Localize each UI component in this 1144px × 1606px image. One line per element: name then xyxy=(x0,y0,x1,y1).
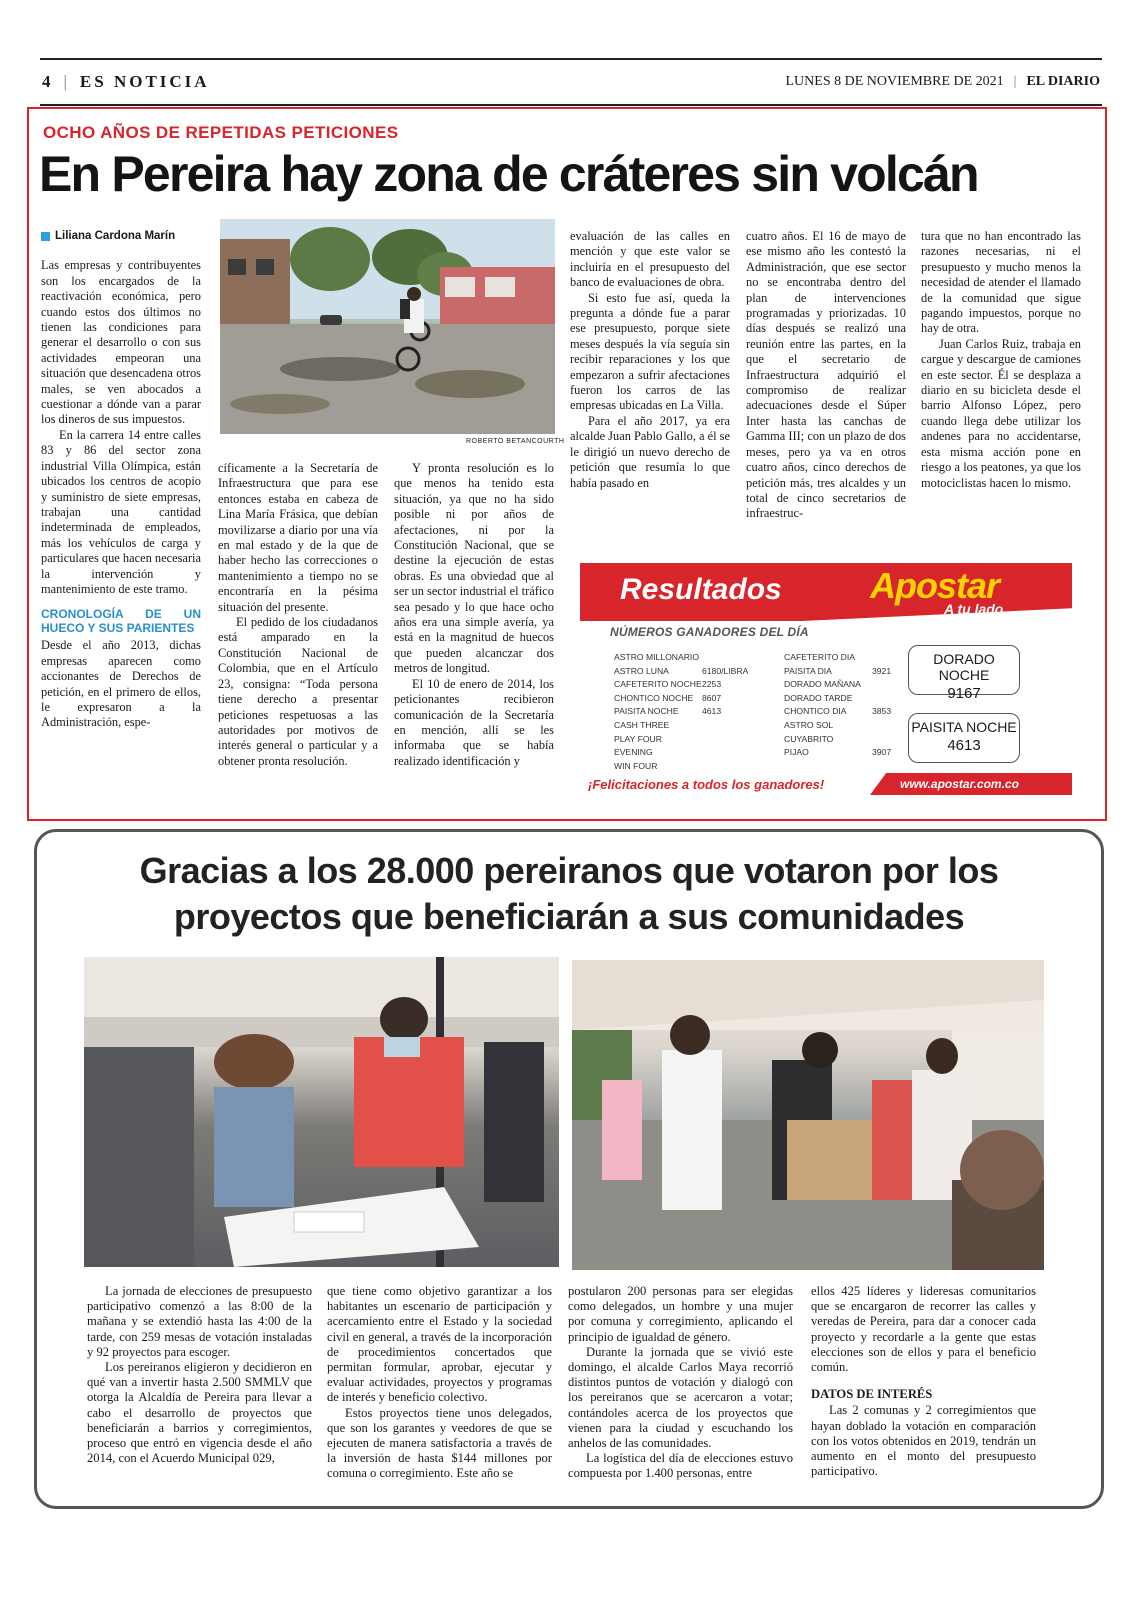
paragraph: Si esto fue así, queda la pregunta a dónde fue a parar ese presupuesto, porque siete meses después la vía seguía sin recibir reparaciones y los que empezaron a sufrir afectaciones fueron los carros de las empresas ubicadas en La Villa. xyxy=(570,290,730,413)
paragraph: Juan Carlos Ruiz, trabaja en cargue y descargue de camiones en este sector. Él se desplaza a diario en su bicicleta desde el barrio Alfonso López, pero cuando llega debe utilizar los andenes para no accidentarse, esta misma acción pone en riesgo a los peatones, ya que los motociclistas hacen lo mismo. xyxy=(921,336,1081,490)
ad-tagline: A tu lado xyxy=(944,601,1004,617)
election-column-1 xyxy=(87,1284,312,1466)
result-row: CHONTICO DIA 3853 xyxy=(784,706,892,717)
result-row: PLAY FOUR xyxy=(614,733,662,744)
paragraph: El 10 de enero de 2014, los peticionantes recibieron comunicación de la Secretaría en mención, allí se les informaba que se había realizado identificación y xyxy=(394,676,554,768)
election-column-3 xyxy=(568,1284,793,1482)
election-headline-line: Gracias a los 28.000 pereiranos que votaron por los xyxy=(139,850,999,891)
article-column-6 xyxy=(921,229,1081,491)
election-headline-line: proyectos que beneficiarán a sus comunidades xyxy=(173,896,965,937)
section-label: 4 | ES NOTICIA xyxy=(42,72,210,91)
result-row: EVENING xyxy=(614,747,653,758)
paragraph: evaluación de las calles en mención y que este valor se incluiría en el presupuesto del banco de evaluaciones de obra. xyxy=(570,229,730,290)
result-row: CAFETERITO DIA xyxy=(784,652,855,662)
result-row: WIN FOUR xyxy=(614,760,658,771)
page-number: 4 xyxy=(42,72,54,91)
result-row: CUYABRITO xyxy=(784,733,834,744)
paragraph: Estos proyectos tiene unos delegados, que son los garantes y veedores de que se ejecuten de manera satisfactoria a través de la inversión de hasta $144 millones por comuna o corregimiento. Este año se xyxy=(327,1405,552,1481)
paragraph: tura que no han encontrado las razones necesarias, ni el presupuesto y mucho menos la necesidad de atender el llamado de la comunidad que sigue pagando impuestos, porque no hay de otra. xyxy=(921,229,1081,336)
result-row: ASTRO LUNA 6180/LIBRA xyxy=(614,665,749,676)
datos-heading: DATOS DE INTERÉS xyxy=(811,1387,933,1402)
election-headline xyxy=(37,848,1101,940)
result-row: PAISITA NOCHE 4613 xyxy=(614,706,722,717)
result-row: CASH THREE xyxy=(614,719,670,730)
featured-result-title: DORADO NOCHE xyxy=(933,651,995,683)
publication-name: EL DIARIO xyxy=(1026,74,1100,89)
paragraph: Y pronta resolución es lo que menos ha tenido esta situación, ya que no ha sido posible ni por años de afectaciones, ni por la Constitución Nacional, que se destine la ejecución de estas obras. Es una obviedad que al ser un sector industrial el tráfico sea pesado y lo que hace ocho años era una simple avería, ya está en la magnitud de huecos que pueden alcanczar dos metros de longitud. xyxy=(394,461,554,676)
paragraph: Las empresas y contribuyentes son los encargados de la reactivación económica, pero cuando estos dos últimos no tienen las condiciones para generar el desarrollo o con sus actividades empeoran una situación que desencadena otros males, se ven abocados a cuestionar a dónde van a parar los dineros de sus impuestos. xyxy=(41,258,201,427)
street-photo-illustration xyxy=(220,219,555,434)
date-and-publication: LUNES 8 DE NOVIEMBRE DE 2021 | EL DIARIO xyxy=(785,74,1100,89)
paragraph: Durante la jornada que se vivió este domingo, el alcalde Carlos Maya recorrió distintos puntos de votación y dialogó con los pereiranos que se acercaron a votar; contándoles acerca de los proyectos que vienen para la ciudad y escuchando los anhelos de las comunidades. xyxy=(568,1344,793,1451)
paragraph: postularon 200 personas para ser elegidas como delegados, un hombre y una mujer por comuna y corregimiento, aplicando el principio de igualdad de género. xyxy=(568,1284,793,1344)
election-column-4 xyxy=(811,1284,1036,1479)
article-headline: En Pereira hay zona de cráteres sin volcán xyxy=(39,146,978,202)
ad-congrats: ¡Felicitaciones a todos los ganadores! xyxy=(588,777,825,792)
result-row: PAISITA DIA 3921 xyxy=(784,665,892,676)
paragraph: El pedido de los ciudadanos está amparado en la Constitución Nacional de Colombia, que en el Artículo 23, consigna: “Toda persona tiene derecho a presentar peticiones respetuosas a las autoridades por motivos de interés general o particular y a obtener pronta resolución. xyxy=(218,615,378,768)
featured-result-title: PAISITA NOCHE xyxy=(911,719,1017,735)
featured-result-value: 4613 xyxy=(947,737,981,754)
article-column-4 xyxy=(570,229,730,491)
election-column-2 xyxy=(327,1284,552,1482)
paragraph: Para el año 2017, ya era alcalde Juan Pablo Gallo, a él se le dirigió un nuevo derecho de petición que resumía lo que había pasado en xyxy=(570,413,730,490)
paragraph: Las 2 comunas y 2 corregimientos que hayan doblado la votación en comparación con los votos obtenidos en 2019, tendrán un aumento en el monto del presupuesto participativo. xyxy=(811,1403,1036,1479)
result-row: DORADO MAÑANA xyxy=(784,679,861,690)
voting-photo-2-illustration xyxy=(572,960,1044,1270)
paragraph: que tiene como objetivo garantizar a los habitantes un escenario de participación y acercamiento entre el Estado y la sociedad civil en general, a través de la incorporación de procedimientos concertados que permitan formular, aprobar, ejecutar y evaluar actividades, proyectos y programas de interés y beneficio colectivo. xyxy=(327,1284,552,1405)
ad-footer xyxy=(580,769,1072,797)
paragraph: Los pereiranos eligieron y decidieron en qué van a invertir hasta 2.500 SMMLV que otorga la Alcaldía de Pereira para llevar a cabo el desarrollo de proyectos que beneficiarán a barrios y corregimientos, proceso que entró en vigencia desde el año 2014, con el Acuerdo Municipal 029, xyxy=(87,1360,312,1466)
article-column-3 xyxy=(394,461,554,769)
article-subhead: CRONOLOGÍA DE UN HUECO Y SUS PARIENTES xyxy=(41,607,201,636)
featured-result-value: 9167 xyxy=(947,685,981,702)
voting-photo-2 xyxy=(572,960,1044,1270)
byline-marker-icon xyxy=(41,232,50,241)
result-row: CAFETERITO NOCHE 2253 xyxy=(614,679,722,690)
article-frame xyxy=(27,107,1107,821)
election-feature-box xyxy=(34,829,1104,1509)
apostar-results-ad xyxy=(580,563,1072,797)
result-row: PIJAO 3907 xyxy=(784,747,892,758)
featured-result-box xyxy=(908,645,1020,702)
article-column-2 xyxy=(218,461,378,769)
ad-brand-logo: Apostar xyxy=(870,565,1000,606)
paragraph: cíficamente a la Secretaría de Infraestructura que para ese entonces estaba en cabeza de Lina María Frásica, que debían movilizarse a diario por una vía en mal estado y de la que de haber hecho las correcciones o mantenimiento a tiempo no se encontraría en la pésima situación del presente. xyxy=(218,461,378,614)
running-header xyxy=(40,58,1102,106)
paragraph: La jornada de elecciones de presupuesto participativo comenzó a las 8:00 de la mañana y se extendió hasta las 4:00 de la tarde, con 259 mesas de votación instaladas y 92 proyectos para escoger. xyxy=(87,1284,312,1359)
results-list-right xyxy=(784,651,908,760)
voting-photo-1-illustration xyxy=(84,957,559,1267)
paragraph: La logística del día de elecciones estuvo compuesta por 1.400 personas, entre xyxy=(568,1451,793,1481)
byline xyxy=(41,229,201,244)
featured-result-box xyxy=(908,713,1020,763)
ad-website: www.apostar.com.co xyxy=(900,777,1019,791)
article-column-1 xyxy=(41,229,201,731)
voting-photo-1 xyxy=(84,957,559,1267)
result-row: ASTRO SOL xyxy=(784,719,834,730)
ad-title: Resultados xyxy=(620,573,782,606)
result-row: CHONTICO NOCHE 8607 xyxy=(614,692,722,703)
issue-date: LUNES 8 DE NOVIEMBRE DE 2021 xyxy=(785,74,1004,89)
byline-author: Liliana Cardona Marín xyxy=(55,230,176,242)
results-list-left xyxy=(614,651,749,773)
paragraph: cuatro años. El 16 de mayo de ese mismo año les contestó la Administración, que ese sector no se encontraba dentro del plan de intervenciones programadas y priorizadas. 10 días después se realizó una reunión entre las partes, en la que el secretario de Infraestructura adquirió el compromiso de realizar adecuaciones desde el Súper Inter hasta las canchas de Gamma III; con un plazo de dos meses, pero ya va en otros cuatro años, cinco derechos de petición más, tres alcaldes y un total de cinco secretarios de infraestruc- xyxy=(746,229,906,521)
article-kicker: OCHO AÑOS DE REPETIDAS PETICIONES xyxy=(43,123,399,142)
section-name: ES NOTICIA xyxy=(79,72,210,91)
ad-subtitle: NÚMEROS GANADORES DEL DÍA xyxy=(610,625,809,639)
result-row: DORADO TARDE xyxy=(784,692,853,703)
paragraph: En la carrera 14 entre calles 83 y 86 del sector zona industrial Villa Olímpica, están ubicados los centros de acopio y suministro de siete empresas, trabajan una cantidad indeterminada de empleados, más los vehículos de carga y particulares que hacen necesaria la intervención y mantenimiento de este tramo. xyxy=(41,427,201,596)
photo-credit: ROBERTO BETANCOURTH xyxy=(466,438,565,445)
paragraph: Desde el año 2013, dichas empresas aparecen como accionantes de Derechos de petición, en el primero de ellos, le expresaron a la Administración, espe- xyxy=(41,638,201,730)
street-pothole-photo xyxy=(220,219,555,434)
article-column-5 xyxy=(746,229,906,522)
result-row: ASTRO MILLONARIO xyxy=(614,652,699,662)
paragraph: ellos 425 líderes y lideresas comunitarios que se encargaron de recorrer las calles y veredas de Pereira, para dar a conocer cada proyecto y recordarle a la gente que estas elecciones son de ellos y para el beneficio común. xyxy=(811,1284,1036,1375)
